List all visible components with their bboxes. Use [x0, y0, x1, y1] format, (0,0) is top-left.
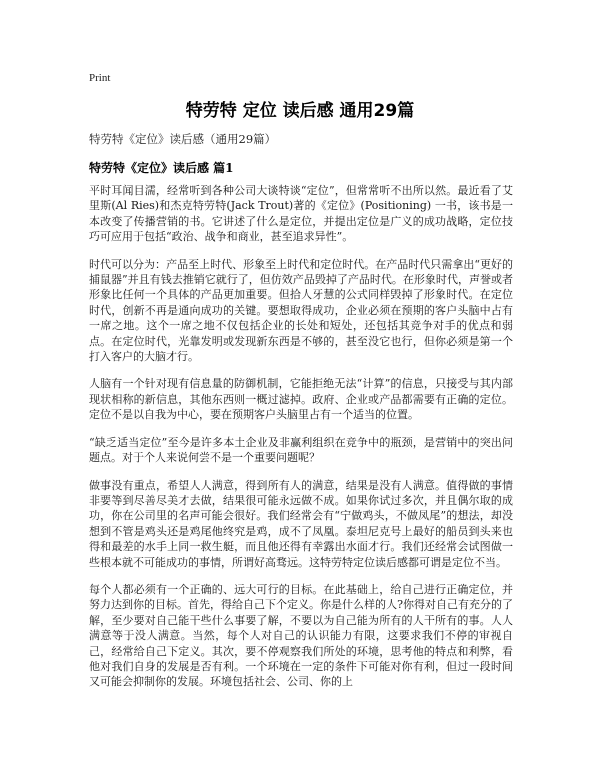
- paragraph-6: 每个人都必须有一个正确的、远大可行的目标。在此基础上，给自己进行正确定位，并努力达到你的目标。首先，得给自己下个定义。你是什么样的人?你得对自己有充分的了解，至少要对自己能干些什么事要了解，不要以为自己能为所有的人干所有的事。人人满意等于没人满意。当然，每个人对自己的认识能力有限，这要求我们不停的审视自己，经常给自己下定义。其次，要不停观察我们所处的环境，思考他的特点和利弊，看他对我们自身的发展是否有利。一个环境在一定的条件下可能对你有利，但过一段时间又可能会抑制你的发展。环境包括社会、公司、你的上: [89, 582, 513, 689]
- print-label: Print: [89, 72, 111, 84]
- paragraph-5: 做事没有重点，希望人人满意，得到所有人的满意，结果是没有人满意。值得做的事情非要等到尽善尽美才去做，结果很可能永远做不成。如果你试过多次，并且偶尔取的成功，你在公司里的名声可能会很好。我们经常会有“宁做鸡头，不做凤尾”的想法，却没想到不管是鸡头还是鸡尾他终究是鸡，成不了凤凰。泰坦尼克号上最好的船员到头来也得和最差的水手上同一救生艇，而且他还得有幸露出水面才行。我们还经常会试图做一些根本就不可能成功的事情，所谓好高骛远。这特劳特定位读后感都可谓是定位不当。: [89, 478, 513, 569]
- paragraph-3: 人脑有一个针对现有信息量的防御机制，它能拒绝无法“计算”的信息，只接受与其内部现状相称的新信息，其他东西则一概过滤掉。政府、企业或产品都需要有正确的定位。定位不是以自我为中心，要在预期客户头脑里占有一个适当的位置。: [89, 377, 513, 422]
- paragraph-1: 平时耳闻目濡，经常听到各种公司大谈特谈“定位”，但常常听不出所以然。最近看了艾里斯(Al Ries)和杰克特劳特(Jack Trout)著的《定位》(Positioning) 一书，该书是一本改变了传播营销的书。它讲述了什么是定位，并提出定位是广义的成功战略，定位技巧可应用于包括“政治、战争和商业，甚至追求异性”。: [89, 184, 513, 244]
- document-title: 特劳特 定位 读后感 通用29篇: [185, 101, 415, 121]
- document-subtitle: 特劳特《定位》读后感（通用29篇）: [89, 132, 277, 146]
- paragraph-2: 时代可以分为：产品至上时代、形象至上时代和定位时代。在产品时代只需拿出“更好的捕鼠器”并且有钱去推销它就行了，但仿效产品毁掉了产品时代。在形象时代，声誉或者形象比任何一个具体的产品更加重要。但拾人牙慧的公式同样毁掉了形象时代。在定位时代，创新不再是通向成功的关键。要想取得成功，企业必须在预期的客户头脑中占有一席之地。这个一席之地不仅包括企业的长处和短处，还包括其竞争对手的优点和弱点。在定位时代，光靠发明或发现新东西是不够的，甚至没它也行，但你必须是第一个打入客户的大脑才行。: [89, 257, 513, 364]
- body-text: [89, 183, 513, 702]
- section-heading: 特劳特《定位》读后感 篇1: [89, 161, 234, 175]
- paragraph-4: “缺乏适当定位”至今是许多本土企业及非赢利组织在竞争中的瓶颈，是营销中的突出问题点。对于个人来说何尝不是一个重要问题呢？: [89, 435, 513, 465]
